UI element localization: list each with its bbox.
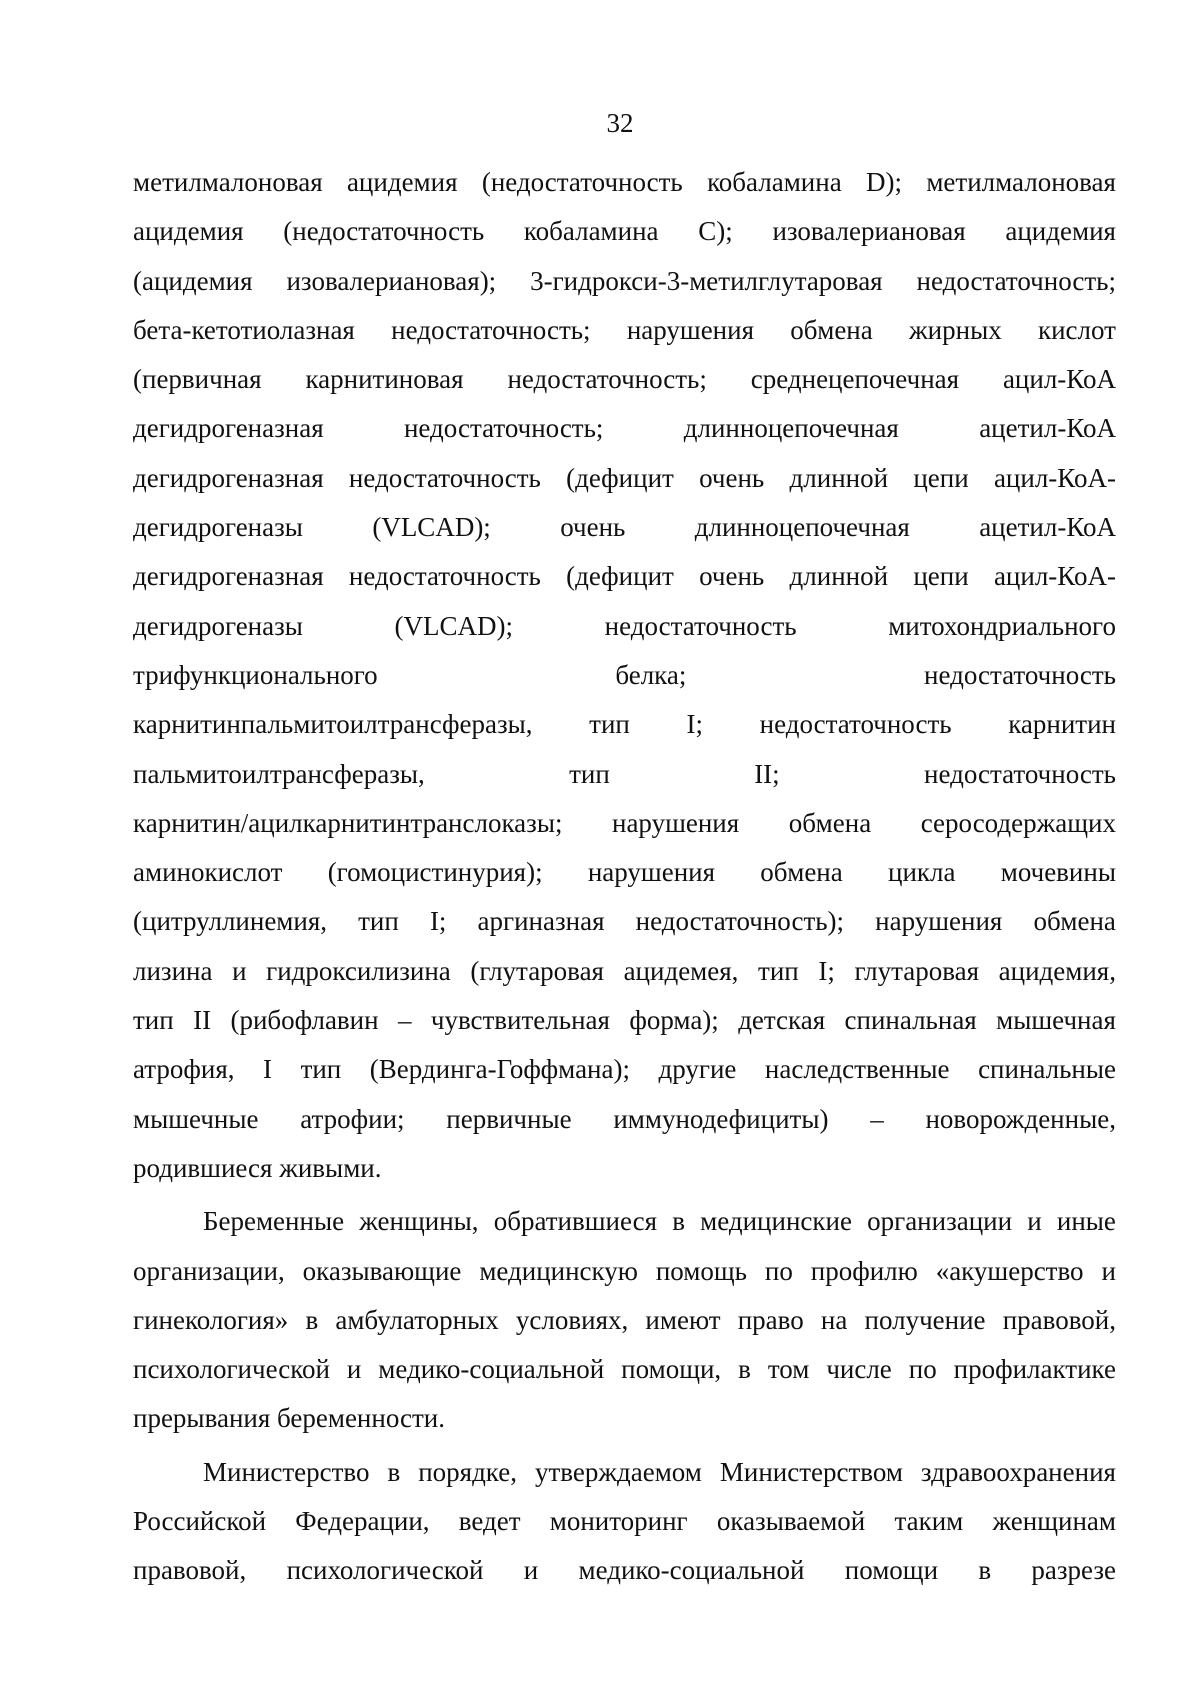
word: (VLCAD); <box>372 512 491 543</box>
word: – <box>397 1005 412 1036</box>
word: правовой, <box>1002 1304 1116 1335</box>
document-body <box>133 158 1116 1596</box>
word: женщины, <box>359 1206 479 1237</box>
word: гинекология» <box>133 1304 289 1335</box>
word: 3-гидрокси-3-метилглутаровая <box>530 265 883 296</box>
text-line <box>133 1497 1116 1546</box>
text-line <box>133 207 1116 256</box>
word: очень <box>560 512 626 543</box>
word: амбулаторных <box>335 1304 499 1335</box>
word: ацил-КоА <box>1002 364 1116 395</box>
word: порядке, <box>418 1456 517 1487</box>
text-line <box>133 1296 1116 1345</box>
word: (недостаточность <box>481 167 683 197</box>
word: серосодержащих <box>920 807 1116 838</box>
word: обратившиеся <box>493 1206 658 1237</box>
word: аминокислот <box>133 857 283 888</box>
word: глутаровая <box>854 955 980 986</box>
word: недостаточность <box>759 709 952 740</box>
text-line <box>133 897 1116 946</box>
word: недостаточность); <box>635 906 845 937</box>
word: психологической <box>133 1354 330 1385</box>
word: тип <box>300 1054 342 1085</box>
word: спинальные <box>978 1054 1116 1085</box>
word: дегидрогеназная <box>133 413 324 444</box>
text-line <box>133 1045 1116 1094</box>
word: ацидемия <box>133 216 244 247</box>
text-line <box>133 1546 1116 1595</box>
word: (недостаточность <box>283 216 485 247</box>
word: I; <box>429 906 447 937</box>
word: длинной <box>789 561 889 592</box>
text-line <box>133 799 1116 848</box>
text-line <box>133 1095 1116 1144</box>
word: медико-социальной <box>578 1555 805 1586</box>
word: длинноцепочечная <box>683 413 899 444</box>
word: кобаламина <box>523 216 659 247</box>
word: длинноцепочечная <box>694 512 910 543</box>
text-line <box>133 1345 1116 1394</box>
word: (ацидемия <box>133 265 253 296</box>
word: детская <box>738 1005 826 1036</box>
word: профилю <box>810 1255 918 1286</box>
word: спинальная <box>844 1005 977 1036</box>
page-number: 32 <box>606 108 634 138</box>
paragraph <box>133 1197 1116 1443</box>
word: кобаламина <box>707 167 842 197</box>
word: недостаточность; <box>391 314 591 345</box>
text-line <box>133 1197 1116 1246</box>
word: правовой, <box>133 1555 247 1586</box>
word: (цитруллинемия, <box>133 906 328 937</box>
word: цепи <box>913 462 969 493</box>
word: кислот <box>1037 314 1116 345</box>
word: C); <box>698 216 733 247</box>
word: Беременные <box>203 1206 345 1237</box>
word: изовалериановая <box>772 216 966 247</box>
word: аргиназная <box>477 906 605 937</box>
word: Федерации, <box>295 1506 430 1537</box>
word: медико-социальной <box>378 1354 605 1385</box>
word: дегидрогеназная <box>133 462 324 493</box>
word: гидроксилизина <box>266 955 451 986</box>
word: ацетил-КоА <box>979 512 1116 543</box>
word: новорожденные, <box>925 1103 1116 1134</box>
text-line <box>133 503 1116 552</box>
word: женщинам <box>992 1506 1116 1537</box>
word: длинной <box>789 462 889 493</box>
word: недостаточность; <box>916 265 1116 296</box>
word: обмена <box>760 857 843 888</box>
word: получение <box>864 1304 986 1335</box>
word: ацидемия, <box>998 955 1116 986</box>
word: трифункционального <box>133 659 378 690</box>
word: и <box>232 955 247 986</box>
word: недостаточность; <box>507 364 707 395</box>
text-line: родившиеся живыми. <box>133 1152 382 1183</box>
word: I; <box>818 955 835 986</box>
text-line <box>133 996 1116 1045</box>
word: карнитин <box>1008 709 1116 740</box>
word: оказывающие <box>302 1255 462 1286</box>
text-line <box>133 306 1116 355</box>
word: Российской <box>133 1506 267 1537</box>
word: тип <box>358 906 399 937</box>
word: Министерство <box>203 1456 370 1487</box>
word: (VLCAD); <box>394 610 514 641</box>
word: нарушения <box>587 857 716 888</box>
text-line <box>133 257 1116 306</box>
word: ацидемия <box>1005 216 1116 247</box>
word: медицинские <box>700 1206 852 1237</box>
word: иные <box>1056 1206 1116 1237</box>
word: белка; <box>615 659 687 690</box>
word: том <box>767 1354 810 1385</box>
word: здравоохранения <box>920 1456 1116 1487</box>
word: Министерством <box>719 1456 903 1487</box>
word: разрезе <box>1031 1555 1116 1586</box>
word: недостаточность <box>604 610 797 641</box>
word: митохондриального <box>888 610 1116 641</box>
word: помощи <box>844 1555 939 1586</box>
word: атрофия, <box>133 1054 235 1085</box>
word: профилактике <box>953 1354 1116 1385</box>
word: помощи, <box>621 1354 722 1385</box>
word: (Вердинга-Гоффмана); <box>369 1054 630 1085</box>
word: ацидемия <box>346 167 458 197</box>
word: в <box>978 1555 992 1586</box>
word: ацидемея, <box>623 955 739 986</box>
word: цикла <box>888 857 956 888</box>
word: организации <box>867 1206 1013 1237</box>
word: организации, <box>133 1255 285 1286</box>
text-line <box>133 1247 1116 1296</box>
text-line <box>133 848 1116 897</box>
word: лизина <box>133 955 213 986</box>
word: помощь <box>655 1255 747 1286</box>
word: по <box>764 1255 793 1286</box>
word: другие <box>658 1054 737 1085</box>
word: в <box>738 1354 751 1385</box>
word: (дефицит <box>566 561 674 592</box>
word: недостаточность <box>348 561 541 592</box>
word: таким <box>894 1506 964 1537</box>
text-line <box>133 1448 1116 1497</box>
word: очень <box>699 561 765 592</box>
word: по <box>908 1354 937 1385</box>
word: II <box>193 1005 212 1036</box>
word: первичные <box>446 1103 572 1134</box>
word: иммунодефициты) <box>613 1103 829 1134</box>
word: среднецепочечная <box>750 364 960 395</box>
word: дегидрогеназная <box>133 561 324 592</box>
word: числе <box>826 1354 892 1385</box>
word: утверждаемом <box>534 1456 702 1487</box>
word: нарушения <box>612 807 740 838</box>
word: очень <box>699 462 765 493</box>
word: карнитин/ацилкарнитинтранслоказы; <box>133 807 563 838</box>
text-line <box>133 404 1116 453</box>
word: наследственные <box>764 1054 950 1085</box>
word: ведет <box>458 1506 521 1537</box>
word: условиях, <box>515 1304 629 1335</box>
word: I; <box>686 709 703 740</box>
word: жирных <box>909 314 1002 345</box>
word: на <box>820 1304 848 1335</box>
word: D); <box>866 167 903 197</box>
word: недостаточность <box>924 659 1116 690</box>
text-line <box>133 947 1116 996</box>
word: в <box>305 1304 319 1335</box>
text-line <box>133 750 1116 799</box>
word: карнитинпальмитоилтрансферазы, <box>133 709 533 740</box>
word: II; <box>754 758 780 789</box>
word: цепи <box>913 561 969 592</box>
word: обмена <box>790 314 873 345</box>
text-line <box>133 651 1116 700</box>
word: (гомоцистинурия); <box>327 857 543 888</box>
word: ацил-КоА- <box>993 462 1116 493</box>
word: тип <box>133 1005 174 1036</box>
word: и <box>346 1354 362 1385</box>
word: метилмалоновая <box>926 167 1116 197</box>
word: обмена <box>1033 906 1116 937</box>
paragraph <box>133 1448 1116 1596</box>
word: имеют <box>645 1304 721 1335</box>
word: тип <box>589 709 630 740</box>
word: в <box>672 1206 685 1237</box>
word: тип <box>758 955 799 986</box>
word: недостаточность <box>348 462 541 493</box>
word: «акушерство <box>935 1255 1084 1286</box>
word: карнитиновая <box>305 364 464 395</box>
word: мышечная <box>996 1005 1116 1036</box>
word: обмена <box>788 807 872 838</box>
word: мониторинг <box>549 1506 688 1537</box>
word: ацил-КоА- <box>993 561 1116 592</box>
text-line <box>133 602 1116 651</box>
word: бета-кетотиолазная <box>133 314 355 345</box>
word: и <box>1101 1255 1116 1286</box>
word: нарушения <box>626 314 754 345</box>
word: право <box>737 1304 804 1335</box>
text-line <box>133 158 1116 207</box>
word: и <box>1027 1206 1042 1237</box>
word: изовалериановая); <box>286 265 497 296</box>
text-line: прерывания беременности. <box>133 1403 445 1434</box>
word: тип <box>569 758 610 789</box>
word: пальмитоилтрансферазы, <box>133 758 425 789</box>
word: недостаточность; <box>403 413 604 444</box>
word: (первичная <box>133 364 262 395</box>
word: оказываемой <box>716 1506 866 1537</box>
word: (дефицит <box>566 462 674 493</box>
word: в <box>387 1456 401 1487</box>
word: атрофии; <box>300 1103 405 1134</box>
word: дегидрогеназы <box>133 512 303 543</box>
word: недостаточность <box>924 758 1116 789</box>
word: метилмалоновая <box>133 167 323 197</box>
word: мышечные <box>133 1103 259 1134</box>
word: психологической <box>286 1555 484 1586</box>
word: I <box>263 1054 273 1085</box>
text-line <box>133 700 1116 749</box>
word: нарушения <box>875 906 1003 937</box>
text-line <box>133 355 1116 404</box>
word: мочевины <box>1000 857 1116 888</box>
word: медицинскую <box>479 1255 638 1286</box>
word: – <box>870 1103 884 1134</box>
paragraph <box>133 158 1116 1193</box>
word: чувствительная <box>430 1005 610 1036</box>
word: дегидрогеназы <box>133 610 303 641</box>
word: форма); <box>629 1005 719 1036</box>
text-line <box>133 552 1116 601</box>
text-line <box>133 454 1116 503</box>
word: (глутаровая <box>470 955 604 986</box>
word: и <box>523 1555 539 1586</box>
word: ацетил-КоА <box>979 413 1116 444</box>
word: (рибофлавин <box>230 1005 379 1036</box>
